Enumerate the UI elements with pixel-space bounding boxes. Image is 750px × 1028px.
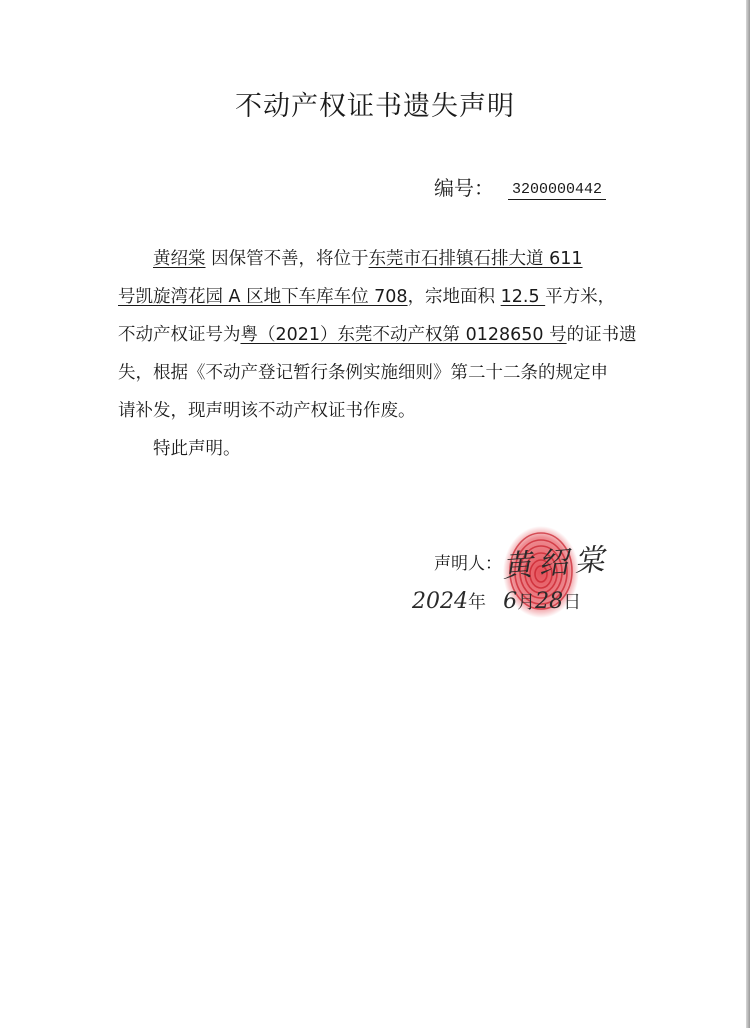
declarant-name: 黄绍棠	[153, 249, 206, 269]
body-text: 的证书遗	[566, 325, 637, 345]
declarant-label: 声明人：	[434, 554, 502, 574]
handwritten-signature: 黄绍棠	[501, 542, 612, 585]
property-address-cont: 号凯旋湾花园 A 区地下车库车位 708	[118, 287, 408, 307]
date-day: 28	[535, 589, 564, 614]
property-address: 东莞市石排镇石排大道 611	[368, 249, 583, 269]
scan-edge	[746, 0, 750, 1028]
land-area: 12.5	[500, 287, 546, 307]
body-line-4: 失，根据《不动产登记暂行条例实施细则》第二十二条的规定申	[118, 363, 608, 383]
date-month-unit: 月	[517, 592, 536, 613]
document-number	[434, 172, 606, 201]
body-line-5: 请补发，现声明该不动产权证书作废。	[118, 401, 416, 421]
signature-date	[412, 588, 581, 614]
date-year-unit: 年	[468, 592, 486, 613]
body-text: ，宗地面积	[407, 287, 501, 307]
date-year: 2024	[412, 589, 468, 614]
body-text: 不动产权证号为	[118, 325, 241, 345]
date-day-unit: 日	[563, 592, 582, 613]
body-line-3	[118, 321, 637, 346]
document-number-value: 3200000442	[508, 181, 606, 200]
closing-statement: 特此声明。	[153, 439, 241, 459]
date-month: 6	[503, 589, 518, 614]
body-text: 平方米，	[545, 287, 616, 307]
document-number-label: 编号：	[434, 176, 494, 200]
certificate-number: 粤（2021）东莞不动产权第 0128650 号	[240, 325, 567, 345]
body-line-2	[118, 283, 615, 308]
page-title: 不动产权证书遗失声明	[235, 91, 515, 122]
body-line-1	[153, 245, 583, 270]
body-text: 因保管不善，将位于	[205, 249, 369, 269]
